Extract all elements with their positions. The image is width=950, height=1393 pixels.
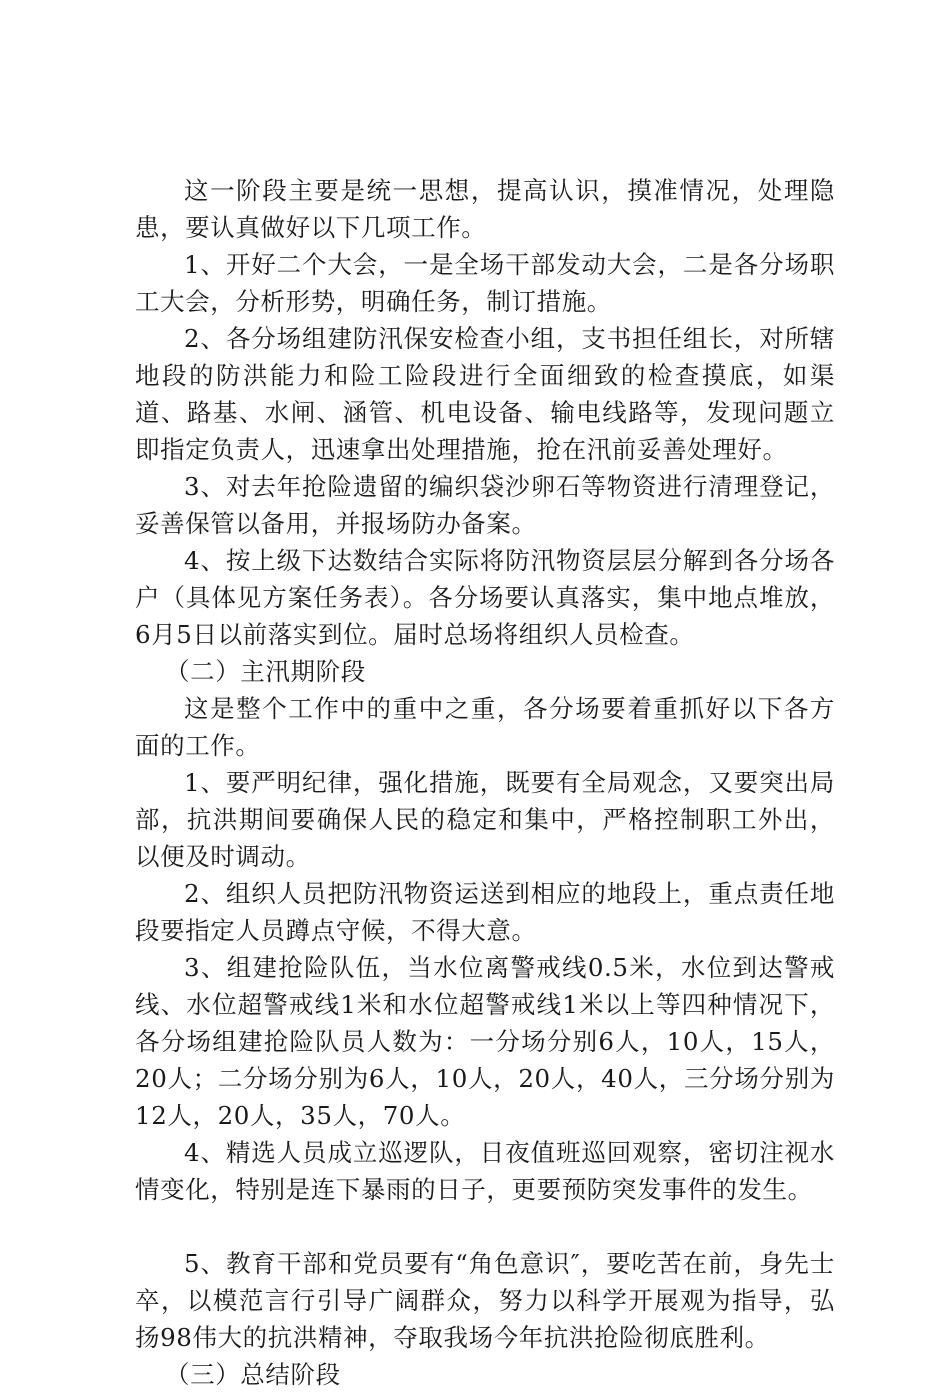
section-heading-main-flood-period: （二）主汛期阶段 [165, 657, 366, 686]
paragraph-item-3: 3、对去年抢险遗留的编织袋沙卵石等物资进行清理登记，妥善保管以备用，并报场防办备案。 [135, 472, 835, 538]
paragraph-main-item-5: 5、教育干部和党员要有“角色意识″，要吃苦在前，身先士卒，以模范言行引导广阔群众，努力以科学开展观为指导，弘扬98伟大的抗洪精神，夺取我场今年抗洪抢险彻底胜利。 [135, 1249, 835, 1352]
paragraph-main-item-4: 4、精选人员成立巡逻队，日夜值班巡回观察，密切注视水情变化，特别是连下暴雨的日子，更要预防突发事件的发生。 [135, 1138, 835, 1204]
section-heading-summary: （三）总结阶段 [165, 1360, 341, 1389]
paragraph-item-2: 2、各分场组建防汛保安检查小组，支书担任组长，对所辖地段的防洪能力和险工险段进行全面细致的检查摸底，如渠道、路基、水闸、涵管、机电设备、输电线路等，发现问题立即指定负责人，迅速拿出处理措施，抢在汛前妥善处理好。 [135, 324, 835, 464]
paragraph-main-item-3: 3、组建抢险队伍，当水位离警戒线0.5米，水位到达警戒线、水位超警戒线1米和水位超警戒线1米以上等四种情况下，各分场组建抢险队员人数为：一分场分别6人，10人，15人，20人；二分场分别为6人，10人，20人，40人，三分场分别为12人，20人，35人，70人。 [135, 953, 835, 1130]
paragraph-main-period-intro: 这是整个工作中的重中之重，各分场要着重抓好以下各方面的工作。 [135, 694, 835, 760]
paragraph-main-item-1: 1、要严明纪律，强化措施，既要有全局观念，又要突出局部，抗洪期间要确保人民的稳定和集中，严格控制职工外出，以便及时调动。 [135, 768, 835, 871]
paragraph-intro: 这一阶段主要是统一思想，提高认识，摸准情况，处理隐患，要认真做好以下几项工作。 [135, 176, 835, 242]
paragraph-item-1: 1、开好二个大会，一是全场干部发动大会，二是各分场职工大会，分析形势，明确任务，制订措施。 [135, 250, 835, 316]
paragraph-main-item-2: 2、组织人员把防汛物资运送到相应的地段上，重点责任地段要指定人员蹲点守候，不得大意。 [135, 879, 835, 945]
document-body [135, 172, 835, 1393]
paragraph-item-4: 4、按上级下达数结合实际将防汛物资层层分解到各分场各户（具体见方案任务表）。各分场要认真落实，集中地点堆放，6月5日以前落实到位。届时总场将组织人员检查。 [135, 546, 835, 649]
